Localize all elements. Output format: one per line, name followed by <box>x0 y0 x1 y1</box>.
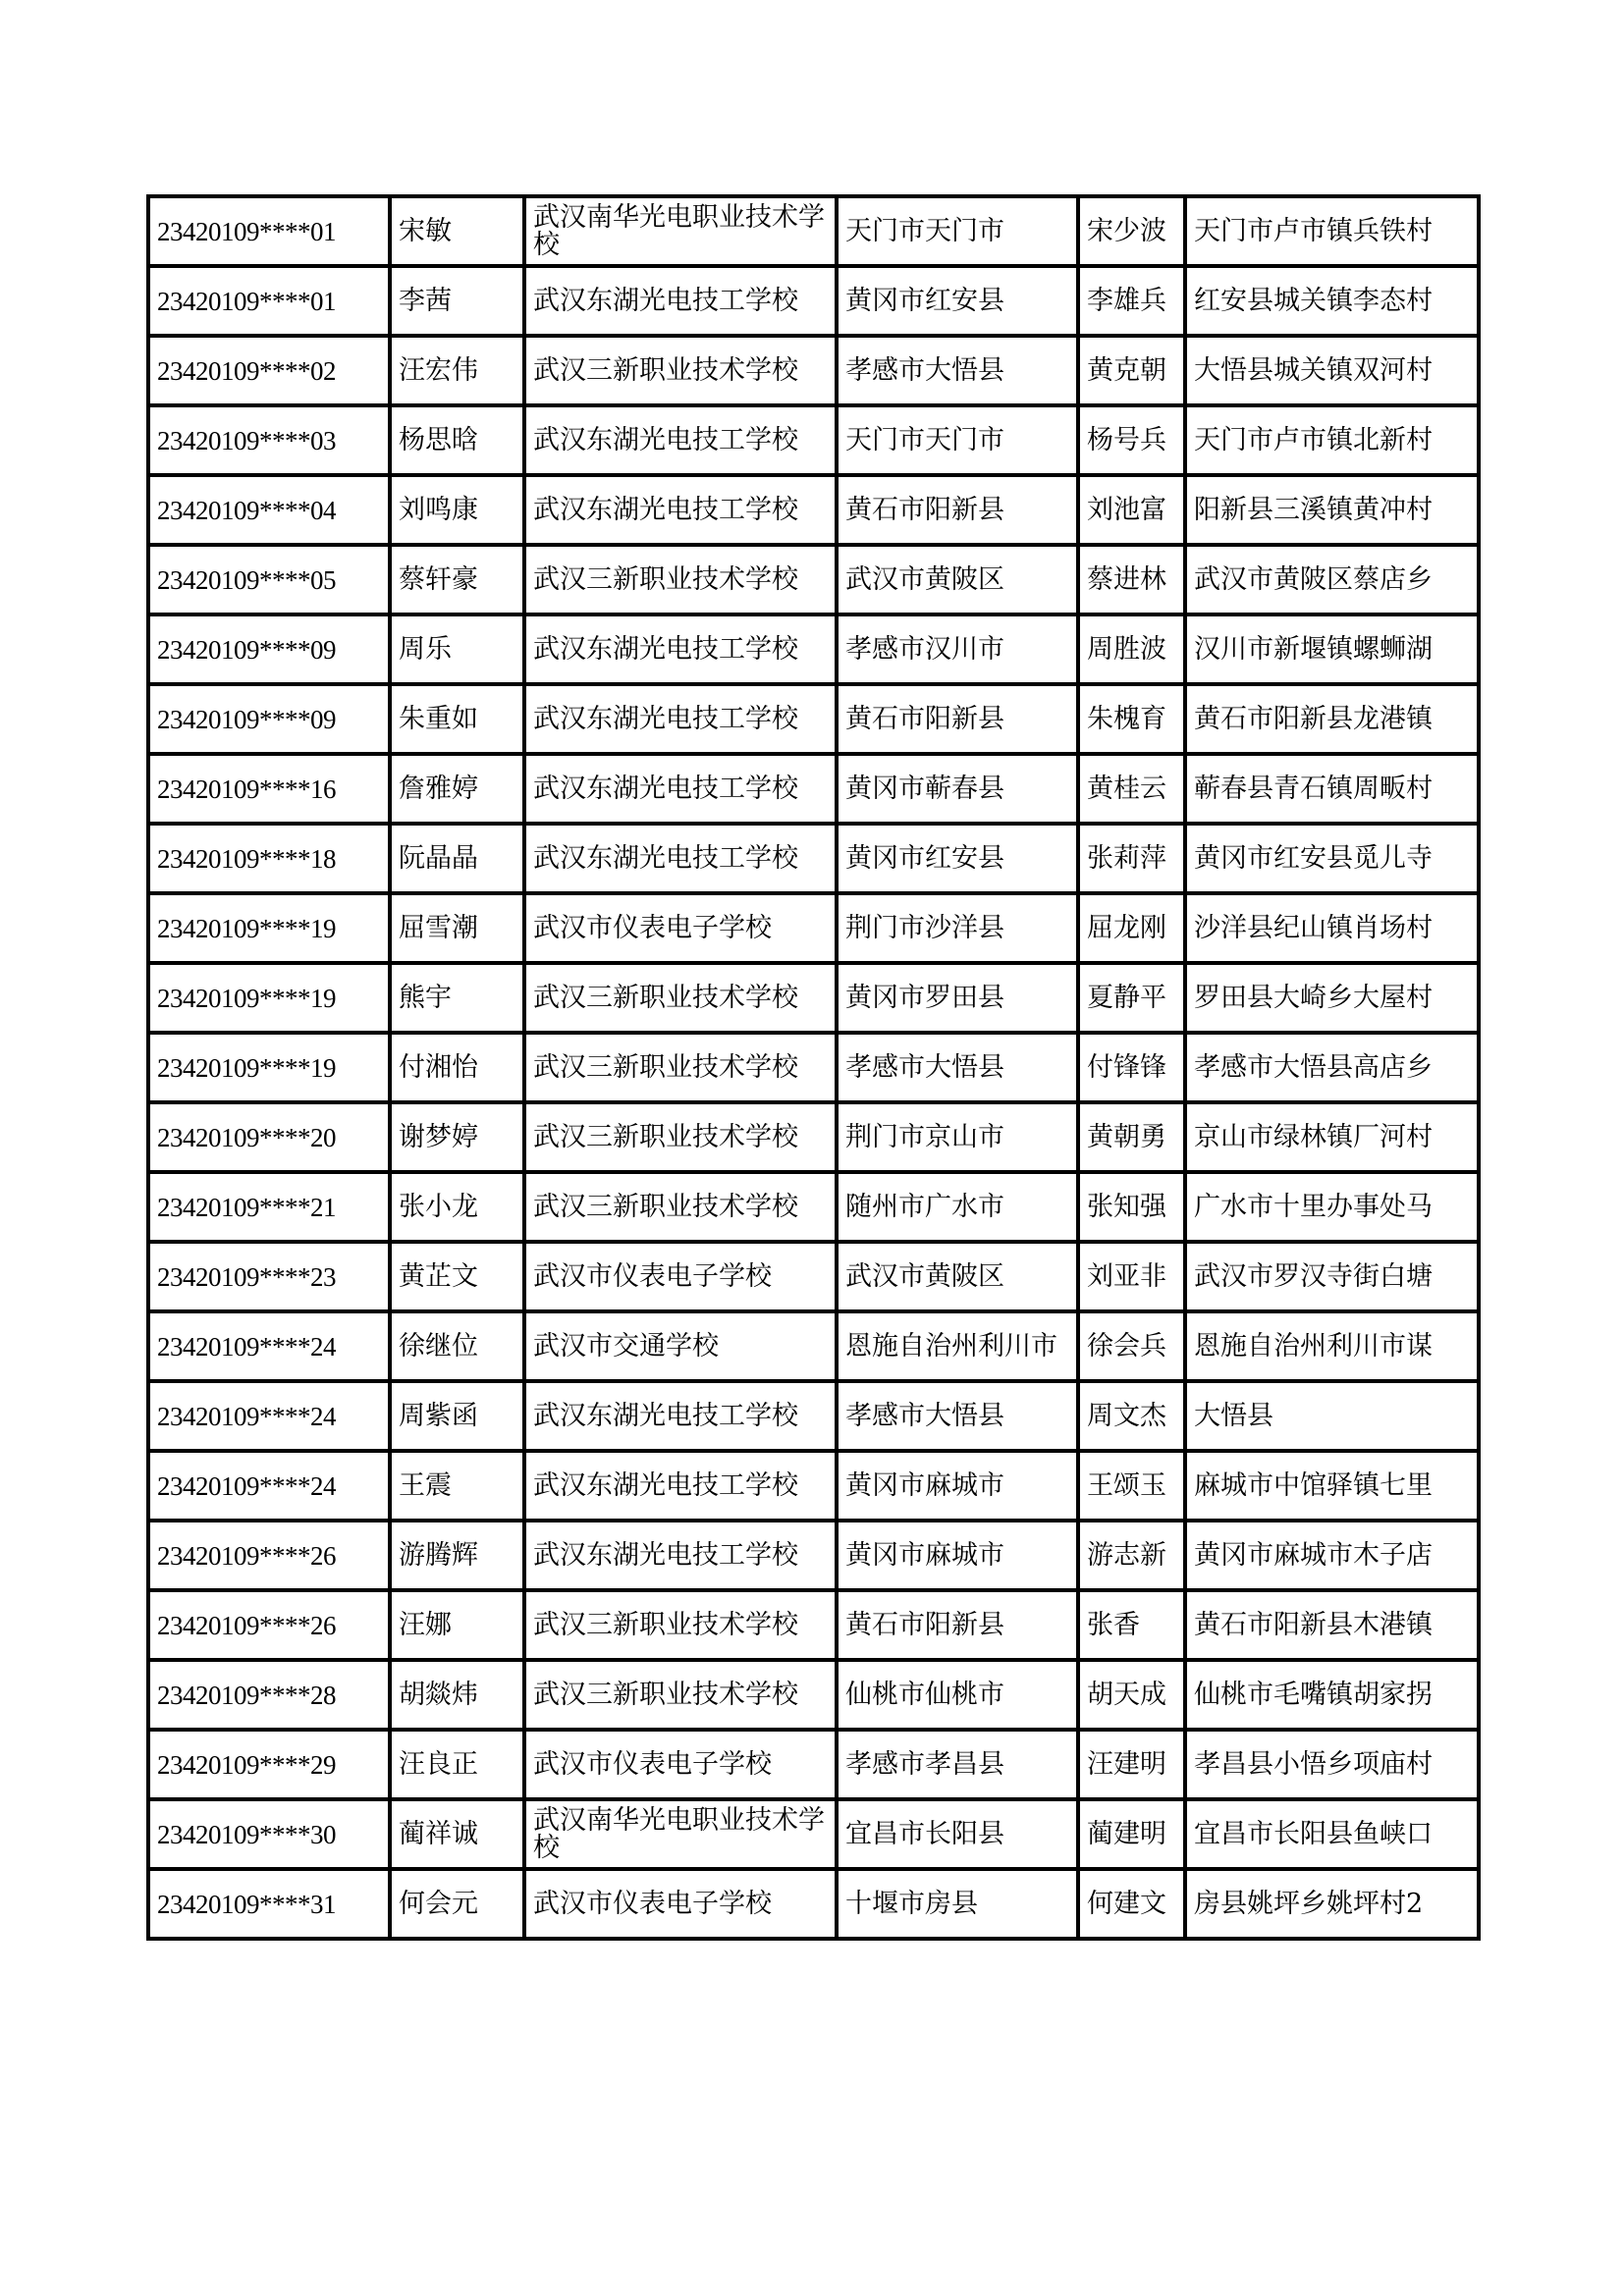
student-id-cell: 23420109****24 <box>148 1311 390 1381</box>
address-cell: 黄石市阳新县木港镇 <box>1185 1590 1479 1660</box>
guardian-name-cell: 付锋锋 <box>1078 1033 1185 1102</box>
school-cell: 武汉南华光电职业技术学校 <box>524 196 837 266</box>
location-cell: 十堰市房县 <box>837 1869 1078 1939</box>
student-name-cell: 詹雅婷 <box>390 754 524 824</box>
student-id-cell: 23420109****05 <box>148 545 390 614</box>
location-cell: 孝感市大悟县 <box>837 1033 1078 1102</box>
guardian-name-cell: 蔡进林 <box>1078 545 1185 614</box>
student-name-cell: 周紫函 <box>390 1381 524 1451</box>
table-row <box>148 963 1479 1033</box>
address-cell: 大悟县 <box>1185 1381 1479 1451</box>
guardian-name-cell: 张香 <box>1078 1590 1185 1660</box>
student-roster-table <box>146 194 1481 1941</box>
table-row <box>148 545 1479 614</box>
address-cell: 麻城市中馆驿镇七里 <box>1185 1451 1479 1521</box>
student-name-cell: 汪娜 <box>390 1590 524 1660</box>
table-row <box>148 1242 1479 1311</box>
table-row <box>148 266 1479 336</box>
table-row <box>148 824 1479 893</box>
table-row <box>148 614 1479 684</box>
student-id-cell: 23420109****29 <box>148 1730 390 1799</box>
table-row <box>148 1033 1479 1102</box>
guardian-name-cell: 周文杰 <box>1078 1381 1185 1451</box>
location-cell: 黄冈市麻城市 <box>837 1521 1078 1590</box>
guardian-name-cell: 朱槐育 <box>1078 684 1185 754</box>
guardian-name-cell: 游志新 <box>1078 1521 1185 1590</box>
student-id-cell: 23420109****02 <box>148 336 390 405</box>
guardian-name-cell: 夏静平 <box>1078 963 1185 1033</box>
guardian-name-cell: 黄克朝 <box>1078 336 1185 405</box>
student-name-cell: 汪宏伟 <box>390 336 524 405</box>
school-cell: 武汉市仪表电子学校 <box>524 1242 837 1311</box>
guardian-name-cell: 徐会兵 <box>1078 1311 1185 1381</box>
guardian-name-cell: 周胜波 <box>1078 614 1185 684</box>
guardian-name-cell: 黄桂云 <box>1078 754 1185 824</box>
student-id-cell: 23420109****03 <box>148 405 390 475</box>
student-id-cell: 23420109****21 <box>148 1172 390 1242</box>
address-cell: 孝昌县小悟乡项庙村 <box>1185 1730 1479 1799</box>
student-name-cell: 汪良正 <box>390 1730 524 1799</box>
student-name-cell: 周乐 <box>390 614 524 684</box>
student-name-cell: 胡燚炜 <box>390 1660 524 1730</box>
location-cell: 孝感市孝昌县 <box>837 1730 1078 1799</box>
student-id-cell: 23420109****09 <box>148 614 390 684</box>
student-id-cell: 23420109****28 <box>148 1660 390 1730</box>
school-cell: 武汉三新职业技术学校 <box>524 545 837 614</box>
table-row <box>148 754 1479 824</box>
address-cell: 房县姚坪乡姚坪村2 <box>1185 1869 1479 1939</box>
school-cell: 武汉东湖光电技工学校 <box>524 1451 837 1521</box>
student-id-cell: 23420109****26 <box>148 1590 390 1660</box>
student-id-cell: 23420109****24 <box>148 1451 390 1521</box>
location-cell: 黄石市阳新县 <box>837 1590 1078 1660</box>
school-cell: 武汉三新职业技术学校 <box>524 1102 837 1172</box>
guardian-name-cell: 李雄兵 <box>1078 266 1185 336</box>
address-cell: 罗田县大崎乡大屋村 <box>1185 963 1479 1033</box>
school-cell: 武汉东湖光电技工学校 <box>524 475 837 545</box>
location-cell: 武汉市黄陂区 <box>837 545 1078 614</box>
guardian-name-cell: 屈龙刚 <box>1078 893 1185 963</box>
guardian-name-cell: 张知强 <box>1078 1172 1185 1242</box>
student-id-cell: 23420109****30 <box>148 1799 390 1869</box>
location-cell: 黄冈市红安县 <box>837 266 1078 336</box>
location-cell: 荆门市京山市 <box>837 1102 1078 1172</box>
location-cell: 黄石市阳新县 <box>837 684 1078 754</box>
table-row <box>148 1451 1479 1521</box>
school-cell: 武汉三新职业技术学校 <box>524 1033 837 1102</box>
student-name-cell: 屈雪潮 <box>390 893 524 963</box>
student-id-cell: 23420109****31 <box>148 1869 390 1939</box>
address-cell: 蕲春县青石镇周畈村 <box>1185 754 1479 824</box>
address-cell: 仙桃市毛嘴镇胡家拐 <box>1185 1660 1479 1730</box>
guardian-name-cell: 刘亚非 <box>1078 1242 1185 1311</box>
school-cell: 武汉市仪表电子学校 <box>524 1730 837 1799</box>
student-name-cell: 谢梦婷 <box>390 1102 524 1172</box>
school-cell: 武汉东湖光电技工学校 <box>524 266 837 336</box>
student-id-cell: 23420109****20 <box>148 1102 390 1172</box>
school-cell: 武汉市交通学校 <box>524 1311 837 1381</box>
school-cell: 武汉市仪表电子学校 <box>524 893 837 963</box>
location-cell: 孝感市汉川市 <box>837 614 1078 684</box>
guardian-name-cell: 张莉萍 <box>1078 824 1185 893</box>
address-cell: 黄冈市麻城市木子店 <box>1185 1521 1479 1590</box>
student-name-cell: 杨思晗 <box>390 405 524 475</box>
table-row <box>148 1590 1479 1660</box>
table-row <box>148 1381 1479 1451</box>
student-id-cell: 23420109****19 <box>148 1033 390 1102</box>
table-row <box>148 1869 1479 1939</box>
location-cell: 武汉市黄陂区 <box>837 1242 1078 1311</box>
school-cell: 武汉东湖光电技工学校 <box>524 405 837 475</box>
table-row <box>148 405 1479 475</box>
address-cell: 武汉市黄陂区蔡店乡 <box>1185 545 1479 614</box>
table-row <box>148 336 1479 405</box>
student-id-cell: 23420109****16 <box>148 754 390 824</box>
student-id-cell: 23420109****26 <box>148 1521 390 1590</box>
location-cell: 天门市天门市 <box>837 405 1078 475</box>
address-cell: 阳新县三溪镇黄冲村 <box>1185 475 1479 545</box>
table-row <box>148 475 1479 545</box>
address-cell: 天门市卢市镇北新村 <box>1185 405 1479 475</box>
guardian-name-cell: 宋少波 <box>1078 196 1185 266</box>
location-cell: 荆门市沙洋县 <box>837 893 1078 963</box>
student-name-cell: 黄芷文 <box>390 1242 524 1311</box>
student-name-cell: 徐继位 <box>390 1311 524 1381</box>
school-cell: 武汉东湖光电技工学校 <box>524 754 837 824</box>
table-row <box>148 893 1479 963</box>
address-cell: 汉川市新堰镇螺蛳湖 <box>1185 614 1479 684</box>
table-row <box>148 1799 1479 1869</box>
guardian-name-cell: 黄朝勇 <box>1078 1102 1185 1172</box>
location-cell: 仙桃市仙桃市 <box>837 1660 1078 1730</box>
school-cell: 武汉东湖光电技工学校 <box>524 1381 837 1451</box>
student-name-cell: 朱重如 <box>390 684 524 754</box>
table-row <box>148 1102 1479 1172</box>
student-id-cell: 23420109****01 <box>148 266 390 336</box>
table-row <box>148 1660 1479 1730</box>
guardian-name-cell: 何建文 <box>1078 1869 1185 1939</box>
guardian-name-cell: 杨号兵 <box>1078 405 1185 475</box>
school-cell: 武汉三新职业技术学校 <box>524 336 837 405</box>
address-cell: 京山市绿林镇厂河村 <box>1185 1102 1479 1172</box>
location-cell: 黄石市阳新县 <box>837 475 1078 545</box>
guardian-name-cell: 刘池富 <box>1078 475 1185 545</box>
address-cell: 沙洋县纪山镇肖场村 <box>1185 893 1479 963</box>
guardian-name-cell: 王颂玉 <box>1078 1451 1185 1521</box>
table-row <box>148 1311 1479 1381</box>
table-row <box>148 1172 1479 1242</box>
table-row <box>148 196 1479 266</box>
school-cell: 武汉三新职业技术学校 <box>524 963 837 1033</box>
location-cell: 宜昌市长阳县 <box>837 1799 1078 1869</box>
address-cell: 广水市十里办事处马 <box>1185 1172 1479 1242</box>
student-id-cell: 23420109****23 <box>148 1242 390 1311</box>
student-name-cell: 李茜 <box>390 266 524 336</box>
location-cell: 黄冈市红安县 <box>837 824 1078 893</box>
location-cell: 孝感市大悟县 <box>837 1381 1078 1451</box>
student-id-cell: 23420109****09 <box>148 684 390 754</box>
student-name-cell: 阮晶晶 <box>390 824 524 893</box>
location-cell: 黄冈市蕲春县 <box>837 754 1078 824</box>
student-name-cell: 熊宇 <box>390 963 524 1033</box>
school-cell: 武汉东湖光电技工学校 <box>524 684 837 754</box>
student-name-cell: 付湘怡 <box>390 1033 524 1102</box>
location-cell: 黄冈市罗田县 <box>837 963 1078 1033</box>
student-name-cell: 游腾辉 <box>390 1521 524 1590</box>
student-id-cell: 23420109****01 <box>148 196 390 266</box>
address-cell: 黄冈市红安县觅儿寺 <box>1185 824 1479 893</box>
school-cell: 武汉三新职业技术学校 <box>524 1660 837 1730</box>
address-cell: 宜昌市长阳县鱼峡口 <box>1185 1799 1479 1869</box>
guardian-name-cell: 汪建明 <box>1078 1730 1185 1799</box>
student-name-cell: 何会元 <box>390 1869 524 1939</box>
table-body <box>148 196 1479 1939</box>
student-name-cell: 蔡轩豪 <box>390 545 524 614</box>
location-cell: 随州市广水市 <box>837 1172 1078 1242</box>
student-name-cell: 刘鸣康 <box>390 475 524 545</box>
location-cell: 孝感市大悟县 <box>837 336 1078 405</box>
student-id-cell: 23420109****18 <box>148 824 390 893</box>
school-cell: 武汉市仪表电子学校 <box>524 1869 837 1939</box>
location-cell: 黄冈市麻城市 <box>837 1451 1078 1521</box>
school-cell: 武汉南华光电职业技术学校 <box>524 1799 837 1869</box>
address-cell: 黄石市阳新县龙港镇 <box>1185 684 1479 754</box>
school-cell: 武汉东湖光电技工学校 <box>524 614 837 684</box>
school-cell: 武汉三新职业技术学校 <box>524 1590 837 1660</box>
location-cell: 天门市天门市 <box>837 196 1078 266</box>
address-cell: 红安县城关镇李态村 <box>1185 266 1479 336</box>
school-cell: 武汉东湖光电技工学校 <box>524 824 837 893</box>
address-cell: 孝感市大悟县高店乡 <box>1185 1033 1479 1102</box>
student-id-cell: 23420109****19 <box>148 963 390 1033</box>
address-cell: 天门市卢市镇兵铁村 <box>1185 196 1479 266</box>
address-cell: 大悟县城关镇双河村 <box>1185 336 1479 405</box>
student-name-cell: 张小龙 <box>390 1172 524 1242</box>
student-id-cell: 23420109****04 <box>148 475 390 545</box>
guardian-name-cell: 蔺建明 <box>1078 1799 1185 1869</box>
guardian-name-cell: 胡天成 <box>1078 1660 1185 1730</box>
student-id-cell: 23420109****19 <box>148 893 390 963</box>
table-row <box>148 1730 1479 1799</box>
student-name-cell: 宋敏 <box>390 196 524 266</box>
student-name-cell: 王震 <box>390 1451 524 1521</box>
address-cell: 武汉市罗汉寺街白塘 <box>1185 1242 1479 1311</box>
school-cell: 武汉三新职业技术学校 <box>524 1172 837 1242</box>
student-id-cell: 23420109****24 <box>148 1381 390 1451</box>
table-row <box>148 1521 1479 1590</box>
address-cell: 恩施自治州利川市谋 <box>1185 1311 1479 1381</box>
table-row <box>148 684 1479 754</box>
location-cell: 恩施自治州利川市 <box>837 1311 1078 1381</box>
student-name-cell: 蔺祥诚 <box>390 1799 524 1869</box>
school-cell: 武汉东湖光电技工学校 <box>524 1521 837 1590</box>
